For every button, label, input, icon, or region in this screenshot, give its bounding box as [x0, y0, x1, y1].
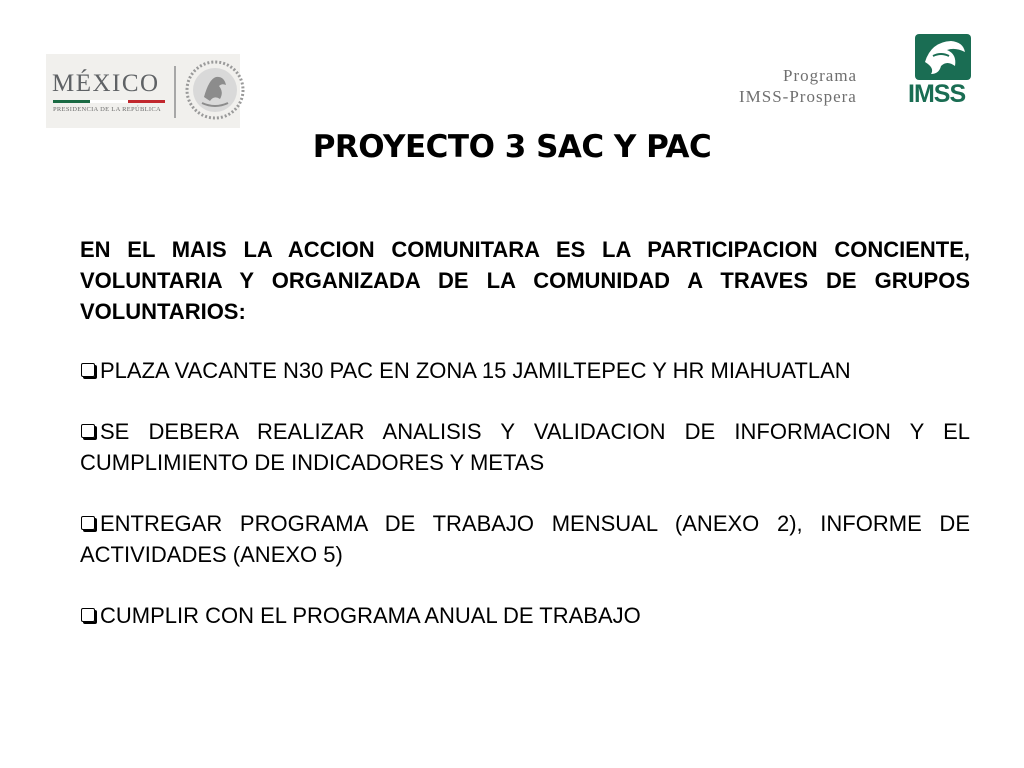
list-item [80, 355, 970, 386]
checkbox-bullet-icon [81, 363, 95, 377]
imss-eagle-emblem-icon [911, 32, 975, 82]
list-item [80, 416, 970, 478]
slide-title: PROYECTO 3 SAC Y PAC [312, 129, 712, 165]
imss-wordmark: IMSS [908, 80, 966, 108]
mexico-presidencia-logo [46, 54, 240, 128]
list-item [80, 600, 970, 631]
logo-divider [174, 66, 176, 118]
imss-prospera-label: IMSS-Prospera [739, 87, 857, 106]
imss-prospera-logo [735, 28, 985, 110]
checkbox-bullet-icon [81, 516, 95, 530]
bullet-list [80, 355, 970, 631]
programa-label: Programa [783, 66, 858, 85]
checkbox-bullet-icon [81, 608, 95, 622]
mexico-wordmark: MÉXICO [52, 70, 160, 97]
bullet-text: ENTREGAR PROGRAMA DE TRABAJO MENSUAL (ANEXO 2), INFORME DE ACTIVIDADES (ANEXO 5) [80, 511, 970, 567]
bullet-text: PLAZA VACANTE N30 PAC EN ZONA 15 JAMILTEPEC Y HR MIAHUATLAN [100, 358, 851, 383]
flag-stripe [53, 100, 165, 103]
checkbox-bullet-icon [81, 424, 95, 438]
presidencia-subtitle: PRESIDENCIA DE LA REPÚBLICA [53, 106, 161, 113]
bullet-text: SE DEBERA REALIZAR ANALISIS Y VALIDACION DE INFORMACION Y EL CUMPLIMIENTO DE INDICADORES Y METAS [80, 419, 970, 475]
slide-body [80, 234, 970, 631]
bullet-text: CUMPLIR CON EL PROGRAMA ANUAL DE TRABAJO [100, 603, 641, 628]
list-item [80, 508, 970, 570]
mexico-coat-of-arms-icon [184, 59, 246, 121]
intro-paragraph: EN EL MAIS LA ACCION COMUNITARA ES LA PARTICIPACION CONCIENTE, VOLUNTARIA Y ORGANIZADA DE LA COMUNIDAD A TRAVES DE GRUPOS VOLUNTARIOS: [80, 237, 970, 324]
